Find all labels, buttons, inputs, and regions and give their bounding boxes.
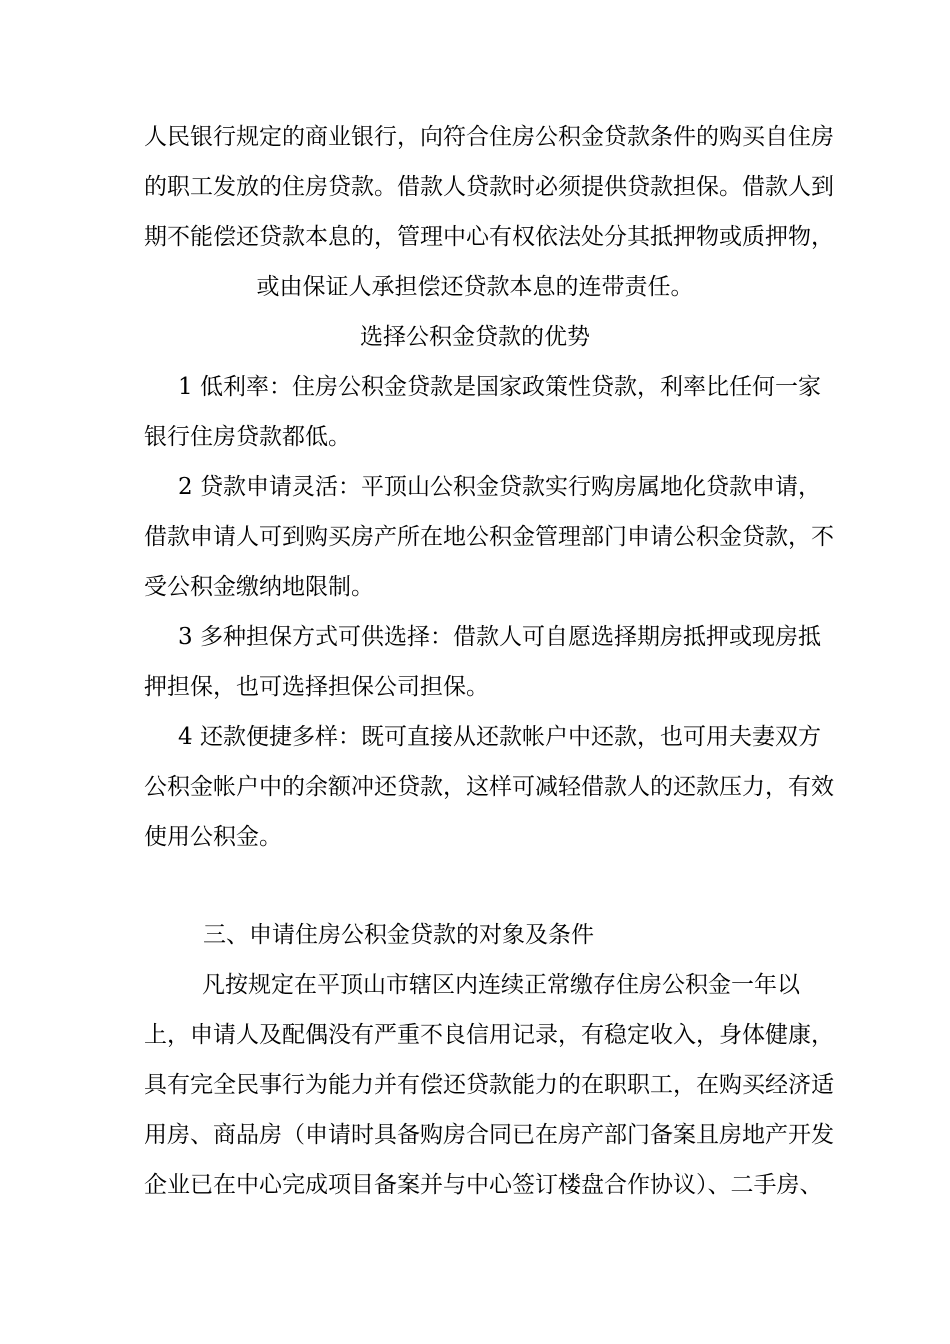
advantages-heading: 选择公积金贷款的优势: [360, 324, 590, 350]
intro-line-2: 的职工发放的住房贷款。借款人贷款时必须提供贷款担保。借款人到: [144, 174, 834, 200]
advantage-item-4-line-3: 使用公积金。: [144, 824, 282, 850]
advantage-item-2-line-3: 受公积金缴纳地限制。: [144, 574, 374, 600]
advantage-item-3-line-2: 押担保，也可选择担保公司担保。: [144, 674, 489, 700]
section3-line-5: 企业已在中心完成项目备案并与中心签订楼盘合作协议）、二手房、: [144, 1172, 823, 1198]
section3-heading: 三、申请住房公积金贷款的对象及条件: [203, 922, 594, 948]
intro-line-1: 人民银行规定的商业银行，向符合住房公积金贷款条件的购买自住房: [144, 124, 834, 150]
section3-line-1: 凡按规定在平顶山市辖区内连续正常缴存住房公积金一年以: [202, 972, 800, 998]
intro-line-4: 或由保证人承担偿还贷款本息的连带责任。: [256, 274, 694, 300]
advantage-item-1-line-2: 银行住房贷款都低。: [144, 424, 351, 450]
section3-line-3: 具有完全民事行为能力并有偿还贷款能力的在职职工，在购买经济适: [144, 1072, 834, 1098]
intro-line-3: 期不能偿还贷款本息的，管理中心有权依法处分其抵押物或质押物，: [144, 224, 834, 250]
advantage-item-4-line-2: 公积金帐户中的余额冲还贷款，这样可减轻借款人的还款压力，有效: [144, 774, 834, 800]
advantage-item-2-line-2: 借款申请人可到购买房产所在地公积金管理部门申请公积金贷款，不: [144, 524, 834, 550]
advantage-item-2-line-1: 2 贷款申请灵活：平顶山公积金贷款实行购房属地化贷款申请，: [178, 474, 821, 500]
section3-line-2: 上，申请人及配偶没有严重不良信用记录，有稳定收入，身体健康，: [144, 1022, 834, 1048]
section3-line-4: 用房、商品房（申请时具备购房合同已在房产部门备案且房地产开发: [144, 1122, 834, 1148]
advantage-item-4-line-1: 4 还款便捷多样：既可直接从还款帐户中还款，也可用夫妻双方: [178, 724, 821, 750]
advantage-item-3-line-1: 3 多种担保方式可供选择：借款人可自愿选择期房抵押或现房抵: [178, 624, 821, 650]
advantage-item-1-line-1: 1 低利率：住房公积金贷款是国家政策性贷款，利率比任何一家: [178, 374, 821, 400]
